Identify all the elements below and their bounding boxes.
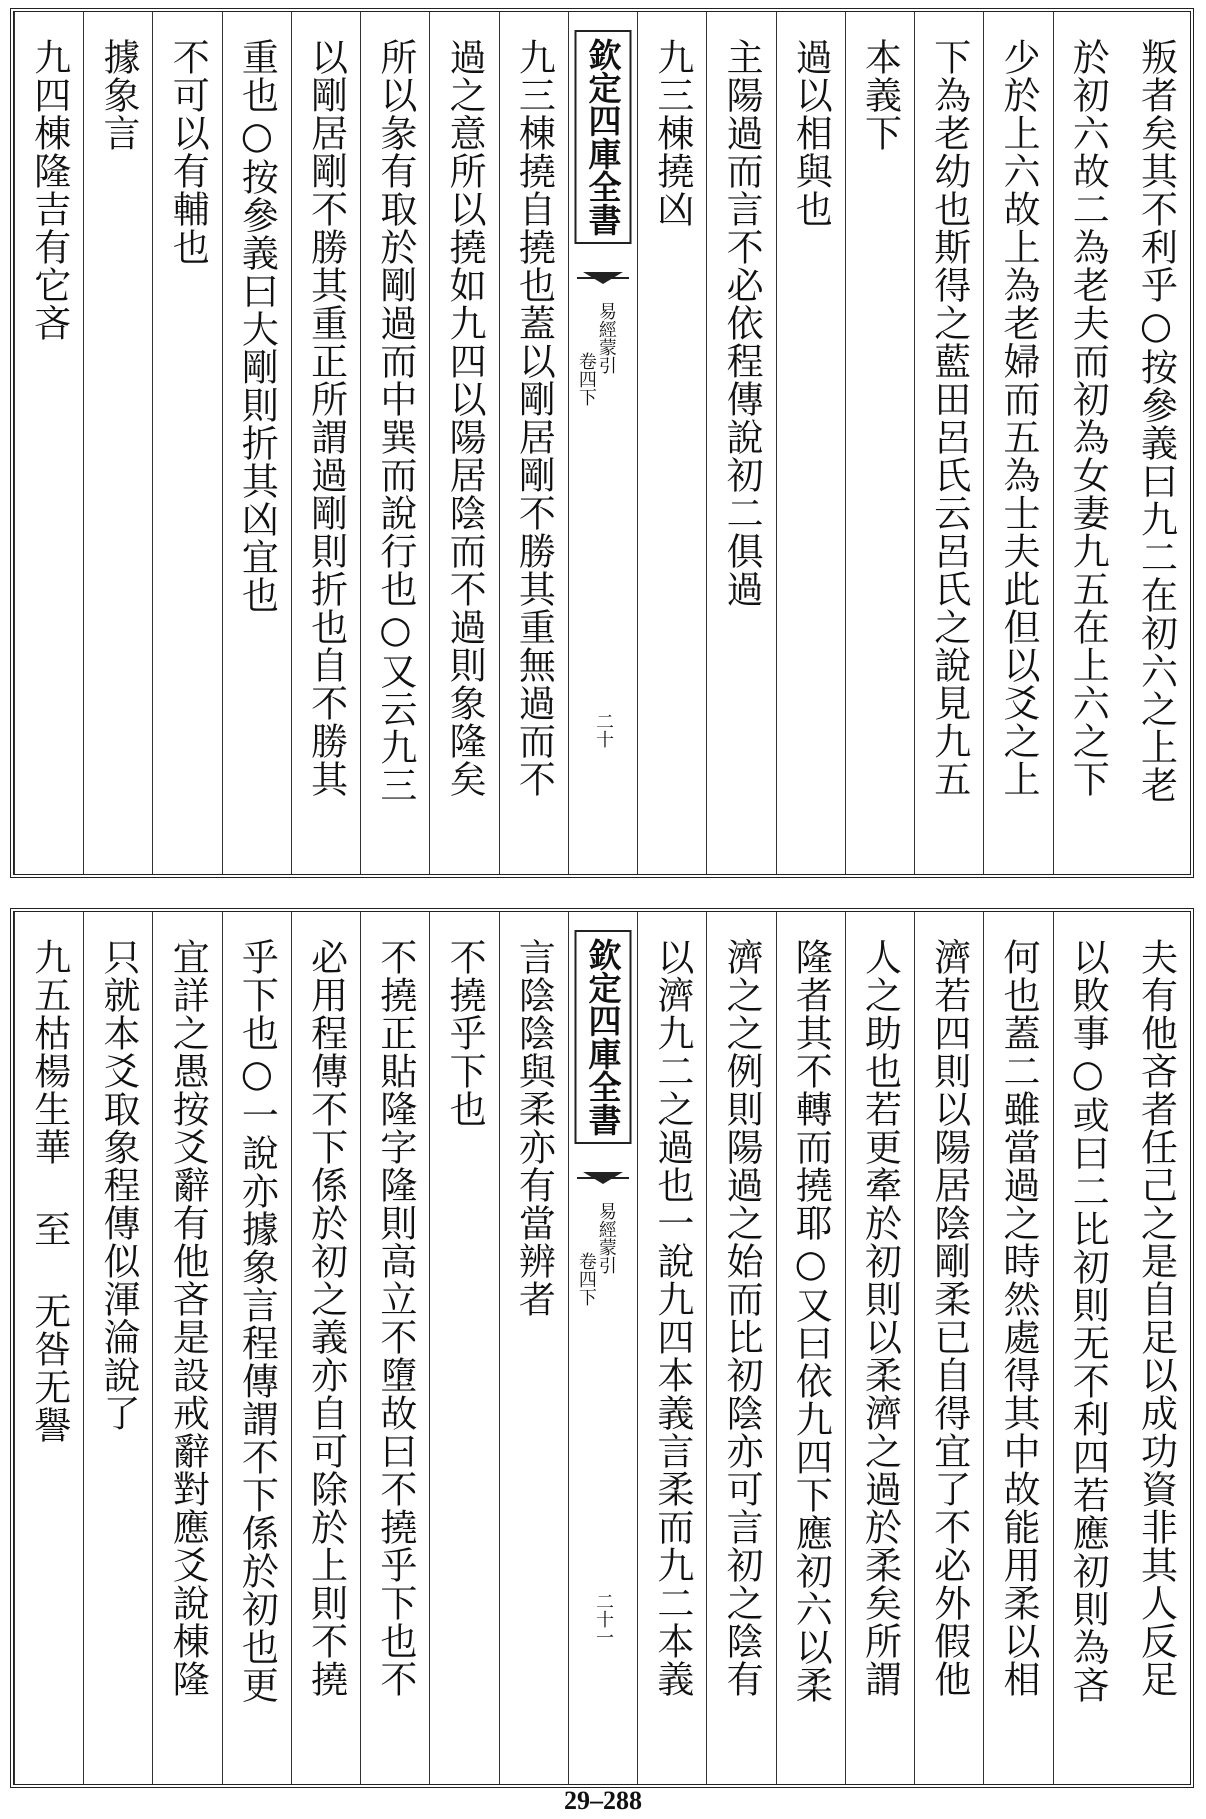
text-column: 隆者其不轉而撓耶○又曰依九四下應初六以柔	[776, 912, 845, 1784]
text-column: 宜詳之愚按爻辭有他吝是設戒辭對應爻說棟隆	[152, 912, 221, 1784]
text-column: 何也蓋二雖當過之時然處得其中故能用柔以相	[983, 912, 1052, 1784]
text-column: 所以彖有取於剛過而中巽而說行也○又云九三	[360, 12, 429, 874]
text-column: 不撓乎下也	[429, 912, 498, 1784]
fish-tail-mark	[577, 1172, 629, 1184]
text-column: 以濟九二之過也一說九四本義言柔而九二本義	[637, 912, 706, 1784]
fish-tail-mark	[577, 272, 629, 284]
page-number: 29–288	[564, 1786, 642, 1815]
text-column: 主陽過而言不必依程傳說初二俱過	[706, 12, 775, 874]
book-title: 易經蒙引	[595, 1202, 617, 1274]
volume-label: 卷四下	[575, 1252, 597, 1306]
center-fold-column	[568, 12, 637, 874]
text-column: 以敗事○或曰二比初則无不利四若應初則為吝	[1053, 912, 1122, 1784]
volume-label: 卷四下	[575, 352, 597, 406]
text-column: 本義下	[845, 12, 914, 874]
text-column: 過以相與也	[776, 12, 845, 874]
book-title: 易經蒙引	[595, 302, 617, 374]
text-column: 不撓正貼隆字隆則高立不墮故曰不撓乎下也不	[360, 912, 429, 1784]
text-column: 乎下也○一說亦據象言程傳謂不下係於初也更	[222, 912, 291, 1784]
text-column: 少於上六故上為老婦而五為士夫此但以爻之上	[983, 12, 1052, 874]
text-column: 不可以有輔也	[152, 12, 221, 874]
text-column: 以剛居剛不勝其重正所謂過剛則折也自不勝其	[291, 12, 360, 874]
text-column: 於初六故二為老夫而初為女妻九五在上六之下	[1053, 12, 1122, 874]
text-column: 九五枯楊生華 至 无咎无譽	[14, 912, 83, 1784]
text-column: 必用程傳不下係於初之義亦自可除於上則不撓	[291, 912, 360, 1784]
text-column: 濟若四則以陽居陰剛柔已自得宜了不必外假他	[914, 912, 983, 1784]
text-column: 九三棟撓凶	[637, 12, 706, 874]
text-column: 下為老幼也斯得之藍田呂氏云呂氏之說見九五	[914, 12, 983, 874]
text-column: 重也○按參義曰大剛則折其凶宜也	[222, 12, 291, 874]
text-column: 過之意所以撓如九四以陽居陰而不過則象隆矣	[429, 12, 498, 874]
folio-number: 二十	[593, 712, 614, 748]
collection-title: 欽定四庫全書	[575, 30, 632, 244]
text-column: 夫有他吝者任己之是自足以成功資非其人反足	[1134, 938, 1178, 1698]
collection-title: 欽定四庫全書	[575, 930, 632, 1144]
text-column: 濟之之例則陽過之始而比初陰亦可言初之陰有	[706, 912, 775, 1784]
text-column: 九三棟撓自撓也蓋以剛居剛不勝其重無過而不	[499, 12, 568, 874]
top-page	[10, 8, 1194, 878]
text-column: 言陰陰與柔亦有當辨者	[499, 912, 568, 1784]
bottom-page	[10, 908, 1194, 1788]
center-fold-column	[568, 912, 637, 1784]
text-column: 人之助也若更牽於初則以柔濟之過於柔矣所謂	[845, 912, 914, 1784]
text-column: 只就本爻取象程傳似渾淪說了	[83, 912, 152, 1784]
text-column: 據象言	[83, 12, 152, 874]
text-column: 叛者矣其不利乎○按參義曰九二在初六之上老	[1134, 38, 1178, 804]
folio-number: 二十一	[593, 1592, 614, 1646]
text-column: 九四棟隆吉有它吝	[14, 12, 83, 874]
